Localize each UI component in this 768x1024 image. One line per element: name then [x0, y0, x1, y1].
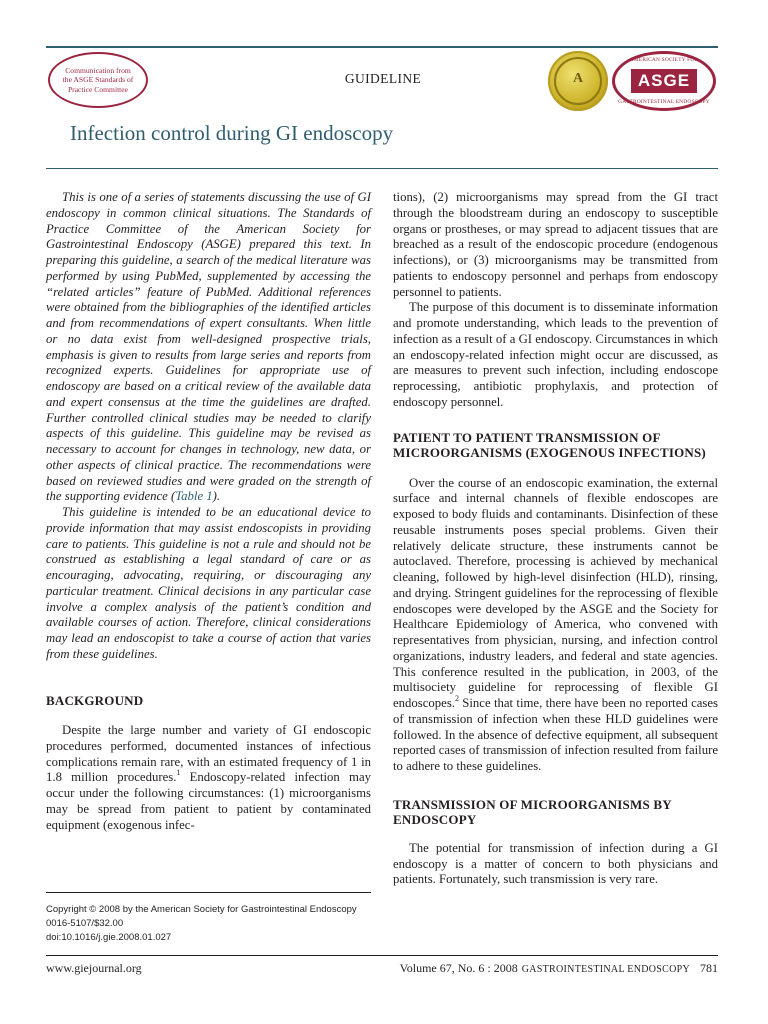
volume-info: Volume 67, No. 6 : 2008: [399, 961, 518, 975]
title-rule: [46, 168, 718, 169]
intro-text-a: This is one of a series of statements discussing the use of GI endoscopy in common clinical situations. The Standards of Practice Committee of the American Society for Gastrointestinal Endoscopy (ASGE) prepared this text. In preparing this guideline, a search of the medical literature was performed by using PubMed, supplemented by accessing the “related articles” feature of PubMed. Additional references were obtained from the bibliographies of the identified articles and from recommendations of expert consultants. When little or no data exist from well-designed prospective trials, emphasis is given to results from large series and reports from recognized experts. Guidelines for appropriate use of endoscopy are based on a critical review of the available data and expert consensus at the time the guidelines are drafted. Further controlled clinical studies may be needed to clarify aspects of this guideline. This guideline may be revised as necessary to account for changes in technology, new data, or other aspects of clinical practice. The recommendations were based on reviewed studies and were graded on the strength of the supporting evidence (: [46, 190, 371, 504]
seal-mark: A: [572, 71, 584, 86]
journal-name: GASTROINTESTINAL ENDOSCOPY: [521, 964, 690, 975]
background-text-a: Despite the large number and variety of GI endoscopic procedures performed, documented instances of infectious complications remain rare, with an estimated frequency of 1 in 1.8 million procedures.: [46, 723, 371, 785]
continued-paragraph: tions), (2) microorganisms may spread from the GI tract through the bloodstream during an endoscopy to susceptible organs or prostheses, or may spread to adjacent tissues that are breached as a result of the endoscopic procedure (endogenous infections), or (3) microorganisms may be transmitted from patients to endoscopy personnel and perhaps from endoscopy personnel to patients.: [393, 190, 718, 299]
copyright-block: [46, 903, 376, 945]
patient-text-b: Since that time, there have been no reported cases of transmission of infection when these HLD guidelines were followed. In the absence of defective equipment, all subsequent reported cases of transmission of infection resulted from failure to adhere to these guidelines.: [393, 696, 718, 773]
committee-badge-text: Communication from the ASGE Standards of Practice Committee: [62, 65, 134, 94]
intro-paragraph-1: [46, 190, 371, 505]
intro-paragraph-2: This guideline is intended to be an educational device to provide information that may assist endoscopists in providing care to patients. This guideline is not a rule and should not be construed as establishing a legal standard of care or as encouraging, advocating, requiring, or discouraging any particular treatment. Clinical decisions in any particular case involve a complex analysis of the patient’s condition and available courses of action. Therefore, clinical considerations may lead an endoscopist to take a course of action that varies from these guidelines.: [46, 505, 371, 661]
section-label: GUIDELINE: [344, 71, 422, 86]
background-text-b: Endoscopy-related infection may occur under the following circumstances: (1) microorganisms may be spread from patient to patient by contaminated equipment (exogenous infec-: [46, 770, 371, 832]
page-number: 781: [700, 961, 718, 975]
committee-badge: [48, 52, 148, 108]
copyright-rule: [46, 892, 371, 893]
purpose-paragraph: The purpose of this document is to disseminate information and promote understanding, which leads to the prevention of infection as a result of a GI endoscopy. Circumstances in which an endoscopy-related infection might occur are discussed, as are measures to prevent such infection, including endoscope reprocessing, antibiotic prophylaxis, and protection of endoscopy personnel.: [393, 300, 718, 409]
heading-endoscopy-transmission: TRANSMISSION OF MICROORGANISMS BY ENDOSCOPY: [393, 796, 672, 828]
reference-2[interactable]: 2: [454, 693, 459, 703]
issn-line: 0016-5107/$32.00: [46, 918, 124, 929]
top-rule: [46, 46, 718, 48]
patient-transmission-paragraph: [393, 476, 718, 775]
right-column: [393, 190, 718, 888]
footer-citation: [400, 961, 718, 976]
journal-website[interactable]: www.giejournal.org: [46, 961, 142, 975]
article-title: Infection control during GI endoscopy: [70, 121, 394, 145]
background-paragraph: [46, 723, 371, 833]
asge-logo-badge: ASGE: [631, 69, 697, 93]
heading-patient-transmission: PATIENT TO PATIENT TRANSMISSION OF MICROORGANISMS (EXOGENOUS INFECTIONS): [393, 429, 706, 460]
left-column: [46, 190, 371, 833]
endoscopy-transmission-paragraph: The potential for transmission of infection during a GI endoscopy is a matter of concern to both physicians and patients. Fortunately, such transmission is very rare.: [393, 840, 718, 887]
doi-line: doi:10.1016/j.gie.2008.01.027: [46, 932, 172, 943]
intro-text-b: ).: [212, 489, 221, 504]
table-1-link[interactable]: Table 1: [175, 489, 213, 504]
journal-seal-logo: [548, 51, 608, 111]
reference-1[interactable]: 1: [176, 768, 181, 777]
asge-logo-arc-bottom: GASTROINTESTINAL ENDOSCOPY: [618, 99, 710, 105]
copyright-line: Copyright © 2008 by the American Society for Gastrointestinal Endoscopy: [46, 904, 357, 915]
asge-logo-arc-top: AMERICAN SOCIETY FOR: [629, 57, 699, 63]
patient-text-a: Over the course of an endoscopic examination, the external surface and internal channels of flexible endoscopes are exposed to body fluids and contaminants. Disinfection of these reusable instruments poses special problems. Given their relatively delicate structure, these instruments cannot be autoclaved. Therefore, processing is achieved by mechanical cleaning, followed by high-level disinfection (HLD), rinsing, and drying. Stringent guidelines for the reprocessing of flexible endoscopes were developed by the ASGE and the Society for Healthcare Epidemiology of America, who convened with representatives from physician, nursing, and infection control organizations, industry leaders, and federal and state agencies. This conference resulted in the publication, in 2003, of the multisociety guideline for reprocessing of flexible GI endoscopes.: [393, 475, 718, 710]
heading-background: BACKGROUND: [46, 692, 144, 708]
asge-logo: [612, 51, 716, 111]
footer-rule: [46, 955, 718, 956]
